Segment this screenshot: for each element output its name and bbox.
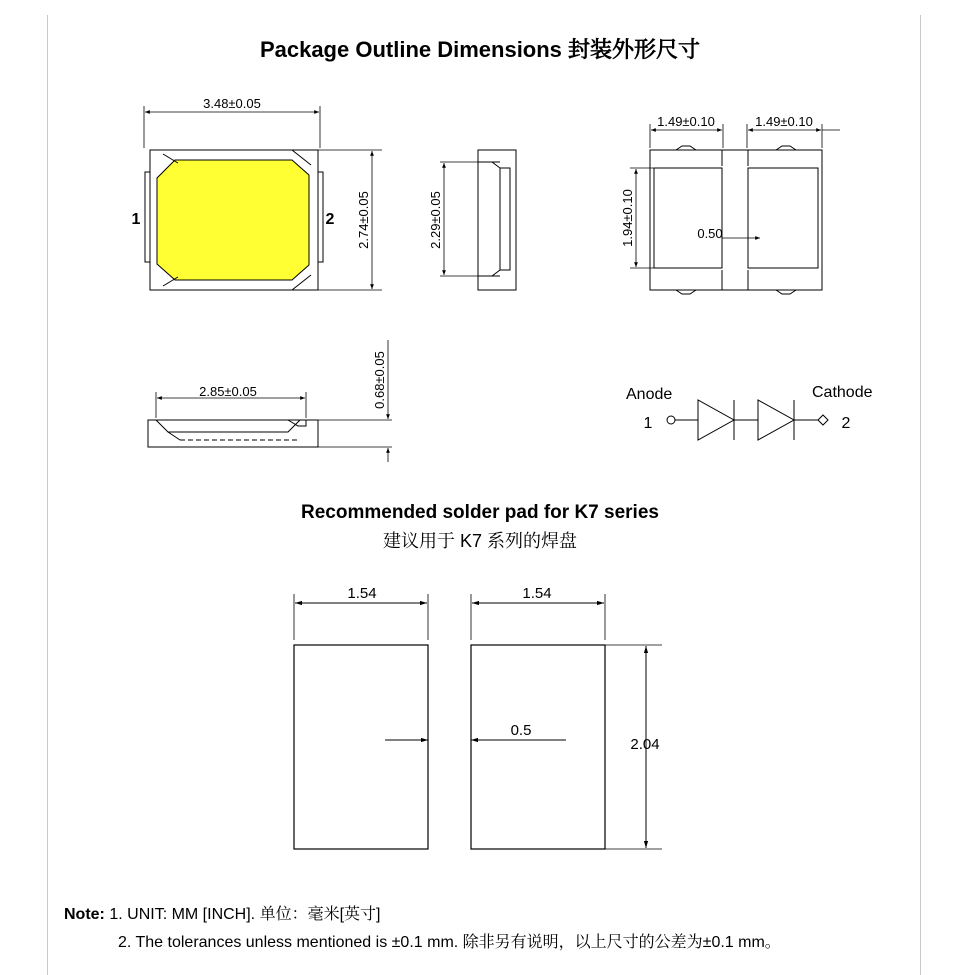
left-lead xyxy=(145,172,150,262)
pad-height-dim: 2.04 xyxy=(630,736,660,753)
note-1 xyxy=(64,901,380,924)
bottom-view-body xyxy=(650,150,822,290)
cathode-terminal xyxy=(818,415,828,425)
pin1-label: 1 xyxy=(131,211,141,228)
solder-pad-title: Recommended solder pad for K7 series xyxy=(301,502,659,523)
note-2-text: 2. The tolerances unless mentioned is ±0.1 mm. 除非另有说明，以上尺寸的公差为±0.1 mm。 xyxy=(118,934,781,951)
note-label: Note: xyxy=(64,906,105,923)
front-view-body xyxy=(148,420,318,447)
cathode-label: Cathode xyxy=(812,384,873,401)
bottom-left-width-dim: 1.49±0.10 xyxy=(657,114,715,129)
schematic-pin1: 1 xyxy=(643,415,653,432)
pad-gap-dim: 0.5 xyxy=(510,722,532,739)
bottom-gap-dim: 0.50 xyxy=(697,226,723,241)
solder-pad-right xyxy=(471,645,605,849)
pad-right-width-dim: 1.54 xyxy=(522,585,552,602)
front-width-dim: 2.85±0.05 xyxy=(199,384,257,399)
pad-left-width-dim: 1.54 xyxy=(347,585,377,602)
note-1-text: 1. UNIT: MM [INCH]. 单位：毫米[英寸] xyxy=(109,906,381,923)
diode-schematic xyxy=(667,400,828,440)
diode-2-symbol xyxy=(758,400,794,440)
solder-pad-drawing xyxy=(294,594,662,849)
bottom-pad-right xyxy=(748,168,818,268)
front-view xyxy=(148,340,392,462)
pin2-label: 2 xyxy=(325,211,335,228)
anode-label: Anode xyxy=(626,386,673,403)
bottom-pad-left xyxy=(654,168,722,268)
page-title: Package Outline Dimensions 封装外形尺寸 xyxy=(259,37,701,62)
bottom-view xyxy=(630,124,840,294)
diode-1-symbol xyxy=(698,400,734,440)
anode-terminal xyxy=(667,416,675,424)
bottom-right-width-dim: 1.49±0.10 xyxy=(755,114,813,129)
side-height-dim: 2.29±0.05 xyxy=(428,191,443,249)
bottom-height-dim: 1.94±0.10 xyxy=(620,189,635,247)
solder-pad-title-cn: 建议用于 K7 系列的焊盘 xyxy=(382,531,578,551)
solder-pad-left xyxy=(294,645,428,849)
top-width-dim: 3.48±0.05 xyxy=(203,96,261,111)
top-height-dim: 2.74±0.05 xyxy=(356,191,371,249)
led-lens xyxy=(157,160,309,280)
note-2 xyxy=(118,929,781,952)
top-view xyxy=(144,106,382,290)
schematic-pin2: 2 xyxy=(841,415,851,432)
side-view xyxy=(440,150,516,290)
right-lead xyxy=(318,172,323,262)
front-thickness-dim: 0.68±0.05 xyxy=(372,351,387,409)
